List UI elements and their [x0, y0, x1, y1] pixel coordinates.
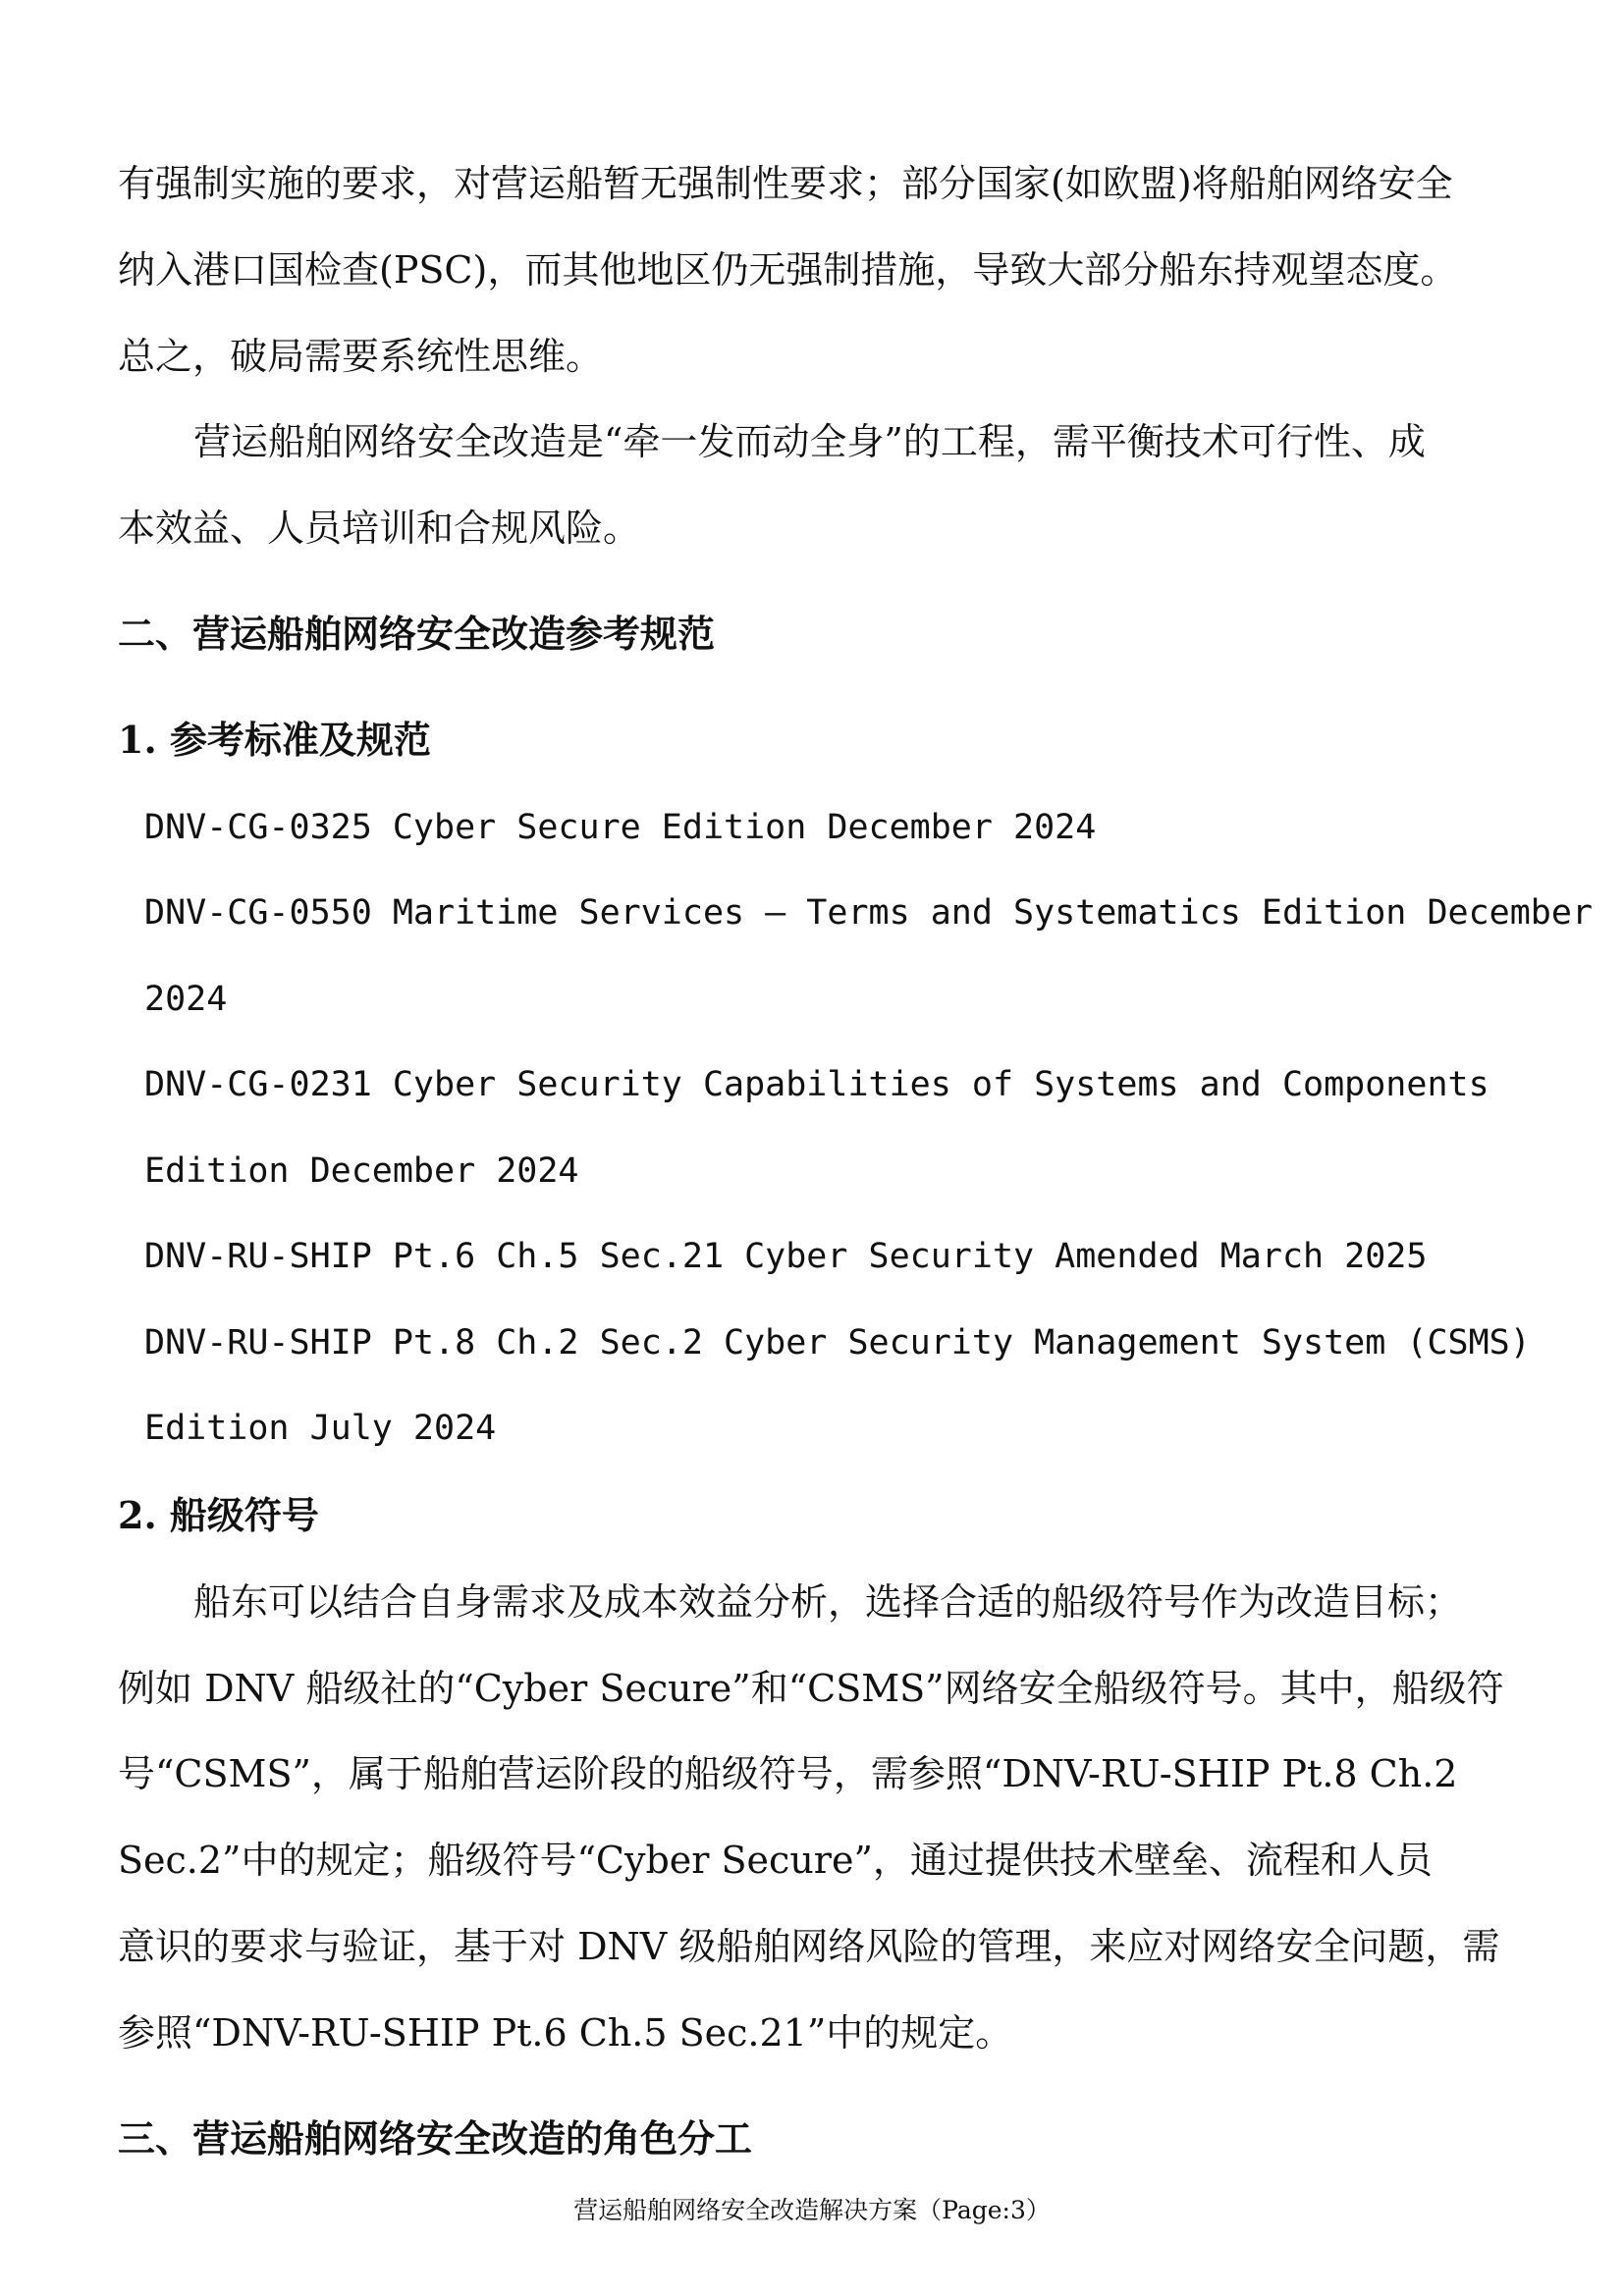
paragraph-line: 例如 DNV 船级社的“Cyber Secure”和“CSMS”网络安全船级符号。其中，船级符: [118, 1667, 1504, 1710]
paragraph-line: 本效益、人员培训和合规风险。: [118, 507, 641, 550]
paragraph-line: 营运船舶网络安全改造是“牵一发而动全身”的工程，需平衡技术可行性、成: [193, 420, 1426, 463]
paragraph-line: 船东可以结合自身需求及成本效益分析，选择合适的船级符号作为改造目标；: [193, 1580, 1463, 1624]
standard-line: DNV-RU-SHIP Pt.6 Ch.5 Sec.21 Cyber Security Amended March 2025: [144, 1237, 1428, 1276]
standard-line: Edition July 2024: [144, 1409, 497, 1448]
page-footer: 营运船舶网络安全改造解决方案（Page:3）: [573, 2196, 1051, 2224]
standard-line: 2024: [144, 980, 228, 1019]
paragraph-line: 总之，破局需要系统性思维。: [118, 335, 604, 378]
paragraph-line: Sec.2”中的规定；船级符号“Cyber Secure”，通过提供技术壁垒、流程和人员: [118, 1839, 1433, 1882]
paragraph-line: 意识的要求与验证，基于对 DNV 级船舶网络风险的管理，来应对网络安全问题，需: [118, 1925, 1500, 1968]
paragraph-line: 纳入港口国检查(PSC)，而其他地区仍无强制措施，导致大部分船东持观望态度。: [118, 248, 1458, 292]
section-heading: 三、营运船舶网络安全改造的角色分工: [118, 2116, 753, 2161]
standard-line: DNV-CG-0231 Cyber Security Capabilities of Systems and Components: [144, 1065, 1489, 1104]
paragraph-line: 号“CSMS”，属于船舶营运阶段的船级符号，需参照“DNV-RU-SHIP Pt.8 Ch.2: [118, 1752, 1458, 1795]
subsection-heading: 1. 参考标准及规范: [118, 718, 431, 762]
section-heading: 二、营运船舶网络安全改造参考规范: [118, 612, 716, 656]
subsection-heading: 2. 船级符号: [118, 1493, 319, 1537]
paragraph-line: 有强制实施的要求，对营运船暂无强制性要求；部分国家(如欧盟)将船舶网络安全: [118, 162, 1453, 205]
standard-line: Edition December 2024: [144, 1151, 579, 1191]
standard-line: DNV-CG-0325 Cyber Secure Edition December 2024: [144, 808, 1097, 847]
standard-line: DNV-RU-SHIP Pt.8 Ch.2 Sec.2 Cyber Security Management System (CSMS): [144, 1323, 1531, 1362]
standard-line: DNV-CG-0550 Maritime Services – Terms and Systematics Edition December: [144, 893, 1594, 933]
paragraph-line: 参照“DNV-RU-SHIP Pt.6 Ch.5 Sec.21”中的规定。: [118, 2011, 1013, 2055]
